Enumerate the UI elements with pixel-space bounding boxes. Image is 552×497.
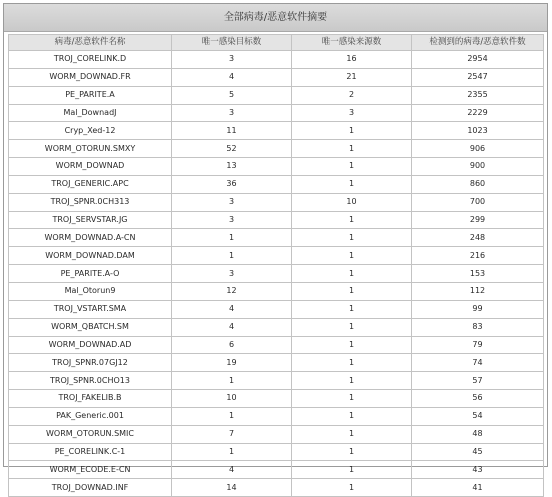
unique-targets-cell: 5	[172, 86, 292, 104]
unique-sources-cell: 1	[292, 372, 412, 390]
detected-count-cell: 1023	[412, 122, 544, 140]
unique-sources-cell: 1	[292, 354, 412, 372]
detected-count-cell: 99	[412, 300, 544, 318]
unique-targets-cell: 52	[172, 140, 292, 158]
detected-count-cell: 2355	[412, 86, 544, 104]
unique-targets-cell: 3	[172, 211, 292, 229]
unique-sources-cell: 1	[292, 229, 412, 247]
table-row	[9, 461, 544, 479]
table-row	[9, 140, 544, 158]
table-row	[9, 211, 544, 229]
unique-targets-cell: 1	[172, 247, 292, 265]
malware-name-cell: TROJ_FAKELIB.B	[9, 390, 172, 408]
unique-sources-cell: 1	[292, 479, 412, 497]
unique-sources-cell: 1	[292, 265, 412, 283]
unique-targets-cell: 13	[172, 158, 292, 176]
table-row	[9, 86, 544, 104]
table-row	[9, 229, 544, 247]
table-row	[9, 354, 544, 372]
table-row	[9, 247, 544, 265]
table-row	[9, 372, 544, 390]
column-header-malware-name[interactable]: 病毒/恶意软件名称	[9, 35, 172, 51]
column-header-unique-sources[interactable]: 唯一感染来源数	[292, 35, 412, 51]
malware-name-cell: TROJ_GENERIC.APC	[9, 175, 172, 193]
malware-name-cell: WORM_DOWNAD.AD	[9, 336, 172, 354]
table-row	[9, 282, 544, 300]
unique-targets-cell: 10	[172, 390, 292, 408]
malware-name-cell: TROJ_DOWNAD.INF	[9, 479, 172, 497]
malware-summary-table	[8, 34, 544, 497]
detected-count-cell: 43	[412, 461, 544, 479]
malware-name-cell: TROJ_CORELINK.D	[9, 51, 172, 69]
detected-count-cell: 906	[412, 140, 544, 158]
unique-targets-cell: 6	[172, 336, 292, 354]
table-row	[9, 443, 544, 461]
unique-sources-cell: 1	[292, 282, 412, 300]
malware-name-cell: Mal_DownadJ	[9, 104, 172, 122]
detected-count-cell: 54	[412, 407, 544, 425]
unique-targets-cell: 4	[172, 318, 292, 336]
unique-sources-cell: 16	[292, 51, 412, 69]
detected-count-cell: 248	[412, 229, 544, 247]
unique-targets-cell: 3	[172, 265, 292, 283]
table-row	[9, 336, 544, 354]
table-row	[9, 175, 544, 193]
unique-targets-cell: 7	[172, 425, 292, 443]
malware-name-cell: Cryp_Xed-12	[9, 122, 172, 140]
detected-count-cell: 860	[412, 175, 544, 193]
unique-sources-cell: 1	[292, 461, 412, 479]
unique-targets-cell: 1	[172, 372, 292, 390]
table-row	[9, 51, 544, 69]
malware-name-cell: WORM_DOWNAD.DAM	[9, 247, 172, 265]
detected-count-cell: 48	[412, 425, 544, 443]
table-row	[9, 193, 544, 211]
detected-count-cell: 41	[412, 479, 544, 497]
table-row	[9, 122, 544, 140]
detected-count-cell: 45	[412, 443, 544, 461]
unique-sources-cell: 1	[292, 425, 412, 443]
unique-sources-cell: 1	[292, 175, 412, 193]
table-body	[9, 51, 544, 497]
unique-sources-cell: 1	[292, 300, 412, 318]
malware-name-cell: WORM_OTORUN.SMIC	[9, 425, 172, 443]
malware-name-cell: PE_PARITE.A-O	[9, 265, 172, 283]
detected-count-cell: 74	[412, 354, 544, 372]
unique-targets-cell: 12	[172, 282, 292, 300]
malware-summary-panel	[3, 3, 548, 492]
detected-count-cell: 2547	[412, 68, 544, 86]
unique-targets-cell: 3	[172, 51, 292, 69]
malware-name-cell: TROJ_VSTART.SMA	[9, 300, 172, 318]
unique-targets-cell: 11	[172, 122, 292, 140]
detected-count-cell: 700	[412, 193, 544, 211]
unique-sources-cell: 1	[292, 390, 412, 408]
malware-name-cell: TROJ_SPNR.07GJ12	[9, 354, 172, 372]
unique-sources-cell: 1	[292, 318, 412, 336]
unique-targets-cell: 1	[172, 443, 292, 461]
column-header-detected-count[interactable]: 检测到的病毒/恶意软件数	[412, 35, 544, 51]
malware-name-cell: TROJ_SERVSTAR.JG	[9, 211, 172, 229]
unique-sources-cell: 10	[292, 193, 412, 211]
column-header-unique-targets[interactable]: 唯一感染目标数	[172, 35, 292, 51]
malware-name-cell: PE_PARITE.A	[9, 86, 172, 104]
table-row	[9, 68, 544, 86]
unique-sources-cell: 1	[292, 336, 412, 354]
malware-name-cell: PE_CORELINK.C-1	[9, 443, 172, 461]
detected-count-cell: 83	[412, 318, 544, 336]
detected-count-cell: 2954	[412, 51, 544, 69]
detected-count-cell: 216	[412, 247, 544, 265]
unique-targets-cell: 3	[172, 104, 292, 122]
unique-targets-cell: 3	[172, 193, 292, 211]
malware-name-cell: WORM_DOWNAD.FR	[9, 68, 172, 86]
detected-count-cell: 299	[412, 211, 544, 229]
unique-sources-cell: 1	[292, 407, 412, 425]
malware-name-cell: TROJ_SPNR.0CH313	[9, 193, 172, 211]
table-header-row	[9, 35, 544, 51]
unique-sources-cell: 2	[292, 86, 412, 104]
detected-count-cell: 79	[412, 336, 544, 354]
unique-targets-cell: 4	[172, 300, 292, 318]
detected-count-cell: 153	[412, 265, 544, 283]
unique-sources-cell: 1	[292, 443, 412, 461]
detected-count-cell: 112	[412, 282, 544, 300]
table-row	[9, 479, 544, 497]
unique-targets-cell: 4	[172, 68, 292, 86]
table-row	[9, 318, 544, 336]
unique-targets-cell: 14	[172, 479, 292, 497]
detected-count-cell: 2229	[412, 104, 544, 122]
table-row	[9, 265, 544, 283]
malware-name-cell: WORM_QBATCH.SM	[9, 318, 172, 336]
unique-targets-cell: 36	[172, 175, 292, 193]
unique-targets-cell: 4	[172, 461, 292, 479]
panel-title: 全部病毒/恶意软件摘要	[4, 4, 547, 32]
malware-name-cell: Mal_Otorun9	[9, 282, 172, 300]
malware-name-cell: TROJ_SPNR.0CHO13	[9, 372, 172, 390]
table-row	[9, 158, 544, 176]
malware-name-cell: WORM_DOWNAD.A-CN	[9, 229, 172, 247]
table-row	[9, 407, 544, 425]
detected-count-cell: 56	[412, 390, 544, 408]
detected-count-cell: 900	[412, 158, 544, 176]
table-row	[9, 425, 544, 443]
unique-sources-cell: 1	[292, 122, 412, 140]
unique-sources-cell: 21	[292, 68, 412, 86]
unique-sources-cell: 1	[292, 211, 412, 229]
malware-name-cell: PAK_Generic.001	[9, 407, 172, 425]
malware-name-cell: WORM_ECODE.E-CN	[9, 461, 172, 479]
unique-targets-cell: 1	[172, 407, 292, 425]
malware-name-cell: WORM_DOWNAD	[9, 158, 172, 176]
malware-name-cell: WORM_OTORUN.SMXY	[9, 140, 172, 158]
unique-targets-cell: 1	[172, 229, 292, 247]
unique-sources-cell: 1	[292, 140, 412, 158]
table-row	[9, 300, 544, 318]
table-row	[9, 390, 544, 408]
table-row	[9, 104, 544, 122]
unique-targets-cell: 19	[172, 354, 292, 372]
unique-sources-cell: 1	[292, 158, 412, 176]
detected-count-cell: 57	[412, 372, 544, 390]
unique-sources-cell: 1	[292, 247, 412, 265]
unique-sources-cell: 3	[292, 104, 412, 122]
